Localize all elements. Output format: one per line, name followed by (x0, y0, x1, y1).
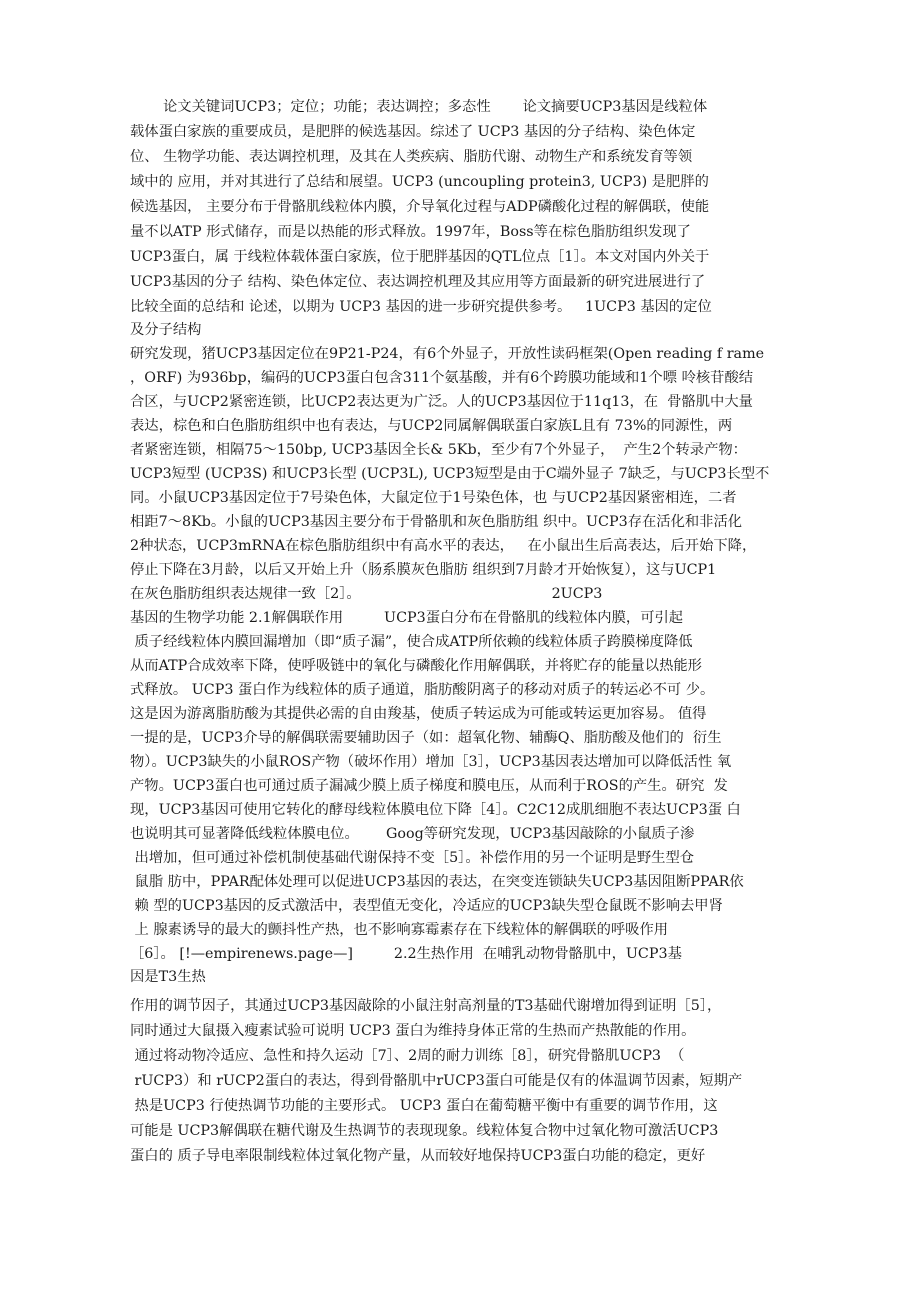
text-line: UCP3基因的分子 结构、染色体定位、表达调控机理及其应用等方面最新的研究进展进行了 (130, 274, 706, 290)
text-line: 从而ATP合成效率下降，使呼吸链中的氧化与磷酸化作用解偶联，并将贮存的能量以热能形 (130, 658, 702, 674)
text-line: 载体蛋白家族的重要成员，是肥胖的候选基因。综述了 UCP3 基因的分子结构、染色体定 (130, 124, 696, 140)
text-line: 域中的 应用，并对其进行了总结和展望。UCP3 (uncoupling protein3, UCP3) 是肥胖的 (130, 174, 709, 190)
text-line: 赖 型的UCP3基因的反式激活中，表型值无变化，冷适应的UCP3缺失型仓鼠既不影响去甲肾 (130, 898, 723, 914)
text-line: ［6］。 [!—empirenews.page—] 2.2生热作用 在哺乳动物骨骼肌中，UCP3基 (130, 946, 682, 962)
text-line: 现，UCP3基因可使用它转化的酵母线粒体膜电位下降［4］。C2C12成肌细胞不表达UCP3蛋 白 (130, 802, 741, 818)
text-line: 蛋白的 质子导电率限制线粒体过氧化物产量，从而较好地保持UCP3蛋白功能的稳定，更好 (130, 1148, 706, 1164)
text-line: 鼠脂 肪中，PPAR配体处理可以促进UCP3基因的表达，在突变连锁缺失UCP3基因阻断PPAR依 (130, 874, 744, 890)
text-line: 候选基因， 主要分布于骨骼肌线粒体内膜，介导氧化过程与ADP磷酸化过程的解偶联，使能 (130, 199, 710, 215)
text-line: UCP3蛋白，属 于线粒体载体蛋白家族，位于肥胖基因的QTL位点［1］。本文对国内外关于 (130, 249, 710, 265)
text-line: 者紧密连锁，相隔75～150bp, UCP3基因全长& 5Kb，至少有7个外显子， 产生2个转录产物： (130, 442, 747, 458)
text-line: 出增加，但可通过补偿机制使基础代谢保持不变［5］。补偿作用的另一个证明是野生型仓 (130, 850, 695, 866)
text-line: 合区，与UCP2紧密连锁，比UCP2表达更为广泛。人的UCP3基因位于11q13，在 骨骼肌中大量 (130, 394, 753, 410)
text-line: 比较全面的总结和 论述，以期为 UCP3 基因的进一步研究提供参考。 1UCP3 基因的定位 (130, 299, 712, 315)
text-line: 产物。UCP3蛋白也可通过质子漏减少膜上质子梯度和膜电压，从而利于ROS的产生。研究 发 (130, 778, 728, 794)
text-line: 作用的调节因子，其通过UCP3基因敲除的小鼠注射高剂量的T3基础代谢增加得到证明［5］， (130, 998, 722, 1014)
text-line: ，ORF) 为936bp，编码的UCP3蛋白包含311个氨基酸，并有6个跨膜功能域和1个嘌 呤核苷酸结 (130, 370, 754, 386)
text-line: 停止下降在3月龄，以后又开始上升（肠系膜灰色脂肪 组织到7月龄才开始恢复），这与UCP1 (130, 562, 717, 578)
text-line: 2种状态，UCP3mRNA在棕色脂肪组织中有高水平的表达， 在小鼠出生后高表达，后开始下降， (130, 538, 757, 554)
text-line: 因是T3生热 (130, 969, 206, 985)
text-line: 基因的生物学功能 2.1解偶联作用 UCP3蛋白分布在骨骼肌的线粒体内膜，可引起 (130, 610, 684, 626)
text-line: 量不以ATP 形式储存，而是以热能的形式释放。1997年，Boss等在棕色脂肪组织发现了 (130, 224, 691, 240)
text-line: 表达，棕色和白色脂肪组织中也有表达，与UCP2同属解偶联蛋白家族L且有 73%的同源性，两 (130, 418, 733, 434)
text-line: 上 腺素诱导的最大的颤抖性产热，也不影响寡霉素存在下线粒体的解偶联的呼吸作用 (130, 922, 669, 938)
text-line: 也说明其可显著降低线粒体膜电位。 Goog等研究发现，UCP3基因敲除的小鼠质子渗 (130, 826, 695, 842)
text-line: UCP3短型 (UCP3S) 和UCP3长型 (UCP3L), UCP3短型是由于C端外显子 7缺乏，与UCP3长型不 (130, 466, 770, 482)
text-line: rUCP3）和 rUCP2蛋白的表达，得到骨骼肌中rUCP3蛋白可能是仅有的体温调节因素，短期产 (130, 1073, 743, 1089)
text-line: 质子经线粒体内膜回漏增加（即“质子漏”，使合成ATP所依赖的线粒体质子跨膜梯度降低 (130, 634, 693, 650)
text-line: 相距7～8Kb。小鼠的UCP3基因主要分布于骨骼肌和灰色脂肪组 织中。UCP3存在活化和非活化 (130, 514, 743, 530)
text-line: 研究发现，猪UCP3基因定位在9P21-P24，有6个外显子，开放性读码框架(Open reading f rame (130, 346, 765, 362)
text-line: 同时通过大鼠摄入瘦素试验可说明 UCP3 蛋白为维持身体正常的生热而产热散能的作用。 (130, 1023, 696, 1039)
text-line: 同。小鼠UCP3基因定位于7号染色体，大鼠定位于1号染色体，也 与UCP2基因紧密相连，二者 (130, 490, 737, 506)
text-line: 热是UCP3 行使热调节功能的主要形式。 UCP3 蛋白在葡萄糖平衡中有重要的调节作用，这 (130, 1098, 718, 1114)
text-line: 通过将动物冷适应、急性和持久运动［7］、2周的耐力训练［8］，研究骨骼肌UCP3 （ (130, 1048, 685, 1064)
text-line: 论文关键词UCP3；定位；功能；表达调控；多态性 论文摘要UCP3基因是线粒体 (163, 99, 708, 115)
text-line: 在灰色脂肪组织表达规律一致［2］。 2UCP3 (130, 586, 603, 602)
text-line: 一提的是，UCP3介导的解偶联需要辅助因子（如：超氧化物、辅酶Q、脂肪酸及他们的 衍生 (130, 730, 722, 746)
text-line: 及分子结构 (130, 322, 202, 338)
text-line: 位、 生物学功能、表达调控机理，及其在人类疾病、脂肪代谢、动物生产和系统发育等领 (130, 149, 693, 165)
text-line: 可能是 UCP3解偶联在糖代谢及生热调节的表现现象。线粒体复合物中过氧化物可激活UCP3 (130, 1123, 719, 1139)
text-line: 物）。UCP3缺失的小鼠ROS产物（破坏作用）增加［3］，UCP3基因表达增加可以降低活性 氧 (130, 754, 732, 770)
text-line: 这是因为游离脂肪酸为其提供必需的自由羧基，使质子转运成为可能或转运更加容易。 值得 (130, 706, 707, 722)
text-line: 式释放。 UCP3 蛋白作为线粒体的质子通道，脂肪酸阴离子的移动对质子的转运必不可 少。 (130, 682, 715, 698)
